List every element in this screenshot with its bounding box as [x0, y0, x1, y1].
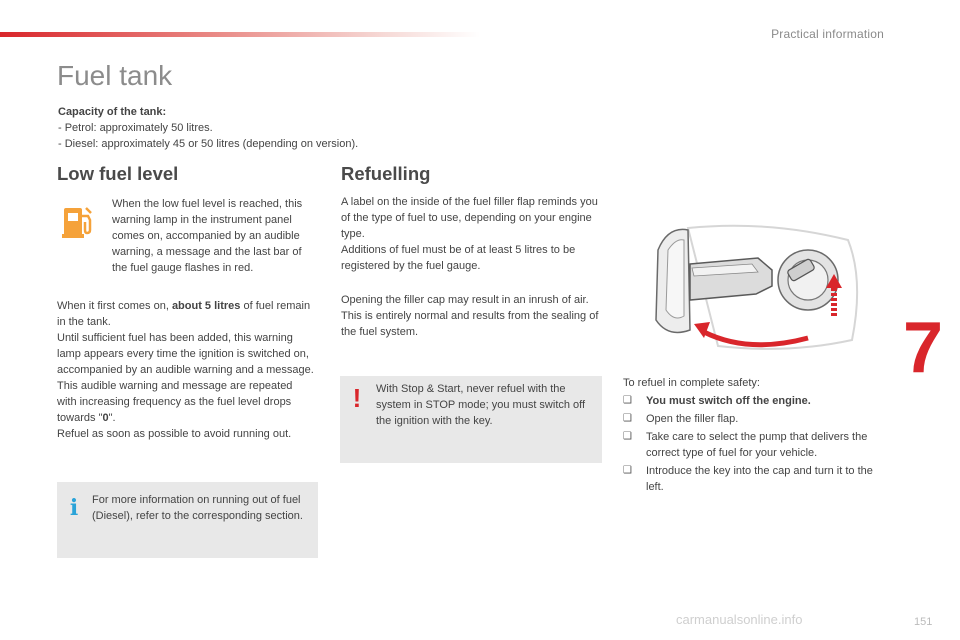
section-label: Practical information: [771, 27, 884, 41]
text-run: of fuel remain in the tank.: [57, 300, 311, 328]
safety-item: [623, 429, 885, 461]
text-run-bold: about 5 litres: [171, 300, 241, 312]
refuelling-body: [341, 194, 603, 340]
page-title: Fuel tank: [57, 60, 173, 91]
refuelling-paragraph: Additions of fuel must be of at least 5 litres to be registered by the fuel gauge.: [341, 244, 576, 272]
lamp-description: When the low fuel level is reached, this warning lamp in the instrument panel comes on, accompanied by an audible warning, a message and the last bar of the fuel gauge flashes in red.: [112, 198, 303, 274]
watermark: carmanualsonline.info: [676, 612, 803, 627]
text-run-bold: 0: [102, 412, 109, 424]
safety-item-text: You must switch off the engine.: [646, 395, 811, 407]
warning-icon: !: [352, 383, 362, 413]
safety-item: [623, 393, 885, 409]
bullet-icon: ❑: [623, 413, 632, 424]
capacity-item: - Petrol: approximately 50 litres.: [58, 122, 213, 134]
low-fuel-paragraph: Refuel as soon as possible to avoid running out.: [57, 428, 292, 440]
safety-item-text: Take care to select the pump that delivers the correct type of fuel for your vehicle.: [646, 431, 868, 459]
info-box-text: For more information on running out of fuel (Diesel), refer to the corresponding section.: [92, 494, 303, 522]
refuelling-paragraph: Opening the filler cap may result in an inrush of air. This is entirely normal and results from the sealing of the fuel system.: [341, 294, 599, 338]
safety-item: [623, 411, 885, 427]
low-fuel-heading: Low fuel level: [57, 163, 179, 184]
safety-item-text: Introduce the key into the cap and turn it to the left.: [646, 465, 873, 493]
text-run: ".: [108, 412, 116, 424]
safety-item-text: Open the filler flap.: [646, 413, 739, 425]
fuel-filler-illustration: [648, 220, 868, 360]
fuel-pump-icon: [60, 200, 96, 240]
low-fuel-body: [57, 298, 315, 442]
refuelling-heading: Refuelling: [341, 163, 431, 184]
safety-intro: To refuel in complete safety:: [623, 377, 760, 389]
chapter-number: 7: [903, 308, 944, 388]
info-icon: i: [69, 495, 79, 521]
capacity-item: - Diesel: approximately 45 or 50 litres (depending on version).: [58, 138, 359, 150]
text-run: Until sufficient fuel has been added, this warning lamp appears every time the ignition is switched on, accompanied by an audible warning and a message. This audible warning and message are repeated with increasing frequency as the fuel level drops towards ": [57, 332, 314, 424]
bullet-icon: ❑: [623, 465, 632, 476]
safety-list: [623, 393, 885, 495]
capacity-title: Capacity of the tank:: [58, 106, 167, 118]
warning-box-text: With Stop & Start, never refuel with the system in STOP mode; you must switch off the ignition with the key.: [376, 383, 586, 427]
low-fuel-paragraph: [57, 298, 315, 330]
safety-item: [623, 463, 885, 495]
bullet-icon: ❑: [623, 431, 632, 442]
page-number: 151: [914, 616, 933, 628]
low-fuel-paragraph: [57, 330, 315, 426]
refuelling-paragraph: A label on the inside of the fuel filler flap reminds you of the type of fuel to use, depending on your engine type.: [341, 196, 598, 240]
bullet-icon: ❑: [623, 395, 632, 406]
text-run: When it first comes on,: [57, 300, 172, 312]
capacity-list: [58, 120, 358, 152]
header-accent-bar: [0, 32, 480, 37]
capacity-block: [58, 104, 358, 152]
safety-block: [623, 375, 885, 497]
